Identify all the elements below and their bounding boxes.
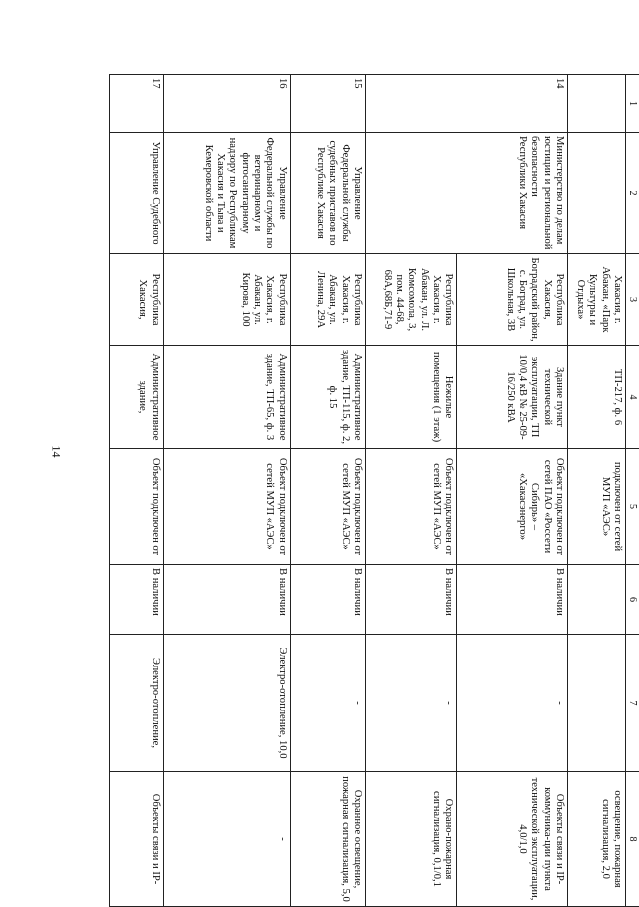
organization-cell: Министерство по делам юстиции и региональной безопасности Республики Хакасия <box>457 133 568 254</box>
table-row <box>567 75 625 907</box>
availability-cell <box>567 565 625 635</box>
header-cell-4: 4 <box>626 346 639 449</box>
heating-cell: Электро-отопление, <box>110 635 164 772</box>
table-row <box>110 75 164 907</box>
address-cell: Республика Хакасия, г. Абакан, ул. Л. Комсомола, 3, пом. 44-68, 68А,68Б,71-9 <box>365 254 456 346</box>
header-cell-7: 7 <box>626 635 639 772</box>
security-cell: Охранное освещение, пожарная сигнализация, 5,0 <box>290 772 365 907</box>
header-cell-5: 5 <box>626 449 639 565</box>
heating-cell: - <box>365 635 456 772</box>
row-number: 15 <box>290 75 365 133</box>
security-cell: освещение, пожарная сигнализация, 2,0 <box>567 772 625 907</box>
availability-cell: В наличии <box>457 565 568 635</box>
address-cell: Республика Хакасия, <box>110 254 164 346</box>
availability-cell: В наличии <box>163 565 290 635</box>
object-cell: Административное здание, ТП-115, ф. 2, ф. 15 <box>290 346 365 449</box>
header-cell-6: 6 <box>626 565 639 635</box>
heating-cell <box>567 635 625 772</box>
security-cell: Объекты связи и IP- <box>110 772 164 907</box>
address-cell: Республика Хакасия, г. Абакан, ул. Кирова, 100 <box>163 254 290 346</box>
row-number <box>365 75 456 133</box>
heating-cell: - <box>290 635 365 772</box>
data-table <box>109 74 639 907</box>
power-supply-cell: подключен от сетей МУП «АЭС» <box>567 449 625 565</box>
organization-cell: Управление Федеральной службы судебных приставов по Республике Хакасия <box>290 133 365 254</box>
availability-cell: В наличии <box>290 565 365 635</box>
table-row <box>290 75 365 907</box>
power-supply-cell: Объект подключен от сетей МУП «АЭС» <box>365 449 456 565</box>
power-supply-cell: Объект подключен от сетей МУП «АЭС» <box>290 449 365 565</box>
object-cell: ТП-217, ф. 6 <box>567 346 625 449</box>
heating-cell: Электро-отопление, 10,0 <box>163 635 290 772</box>
address-cell: Хакасия, г. Абакан, «Парк Культуры и Отдыха» <box>567 254 625 346</box>
object-cell: Здание пункт технической эксплуатации, ТП 10/0,4 кВ № 25-09-16/250 кВА <box>457 346 568 449</box>
availability-cell: В наличии <box>365 565 456 635</box>
header-cell-2: 2 <box>626 133 639 254</box>
organization-cell <box>567 133 625 254</box>
security-cell: Объекты связи и IP-коммуника-ции пункта технической эксплуатации, 4,0/1,0 <box>457 772 568 907</box>
rotated-table-wrapper <box>109 74 639 906</box>
object-cell: Нежилые помещения (1 этаж) <box>365 346 456 449</box>
security-cell: Охрано-пожарная сигнализация, 0,1/0,1 <box>365 772 456 907</box>
header-cell-8: 8 <box>626 772 639 907</box>
power-supply-cell: Объект подключен от сетей ПАО «Россети Сибирь» – «Хакасэнерго» <box>457 449 568 565</box>
power-supply-cell: Объект подключен от сетей МУП «АЭС» <box>163 449 290 565</box>
power-supply-cell: Объект подключен от <box>110 449 164 565</box>
row-number: 14 <box>457 75 568 133</box>
organization-cell <box>365 133 456 254</box>
table-header-row <box>626 75 639 907</box>
availability-cell: В наличии <box>110 565 164 635</box>
object-cell: Административное здание, ТП-65, ф. 3 <box>163 346 290 449</box>
page-number: 14 <box>49 445 64 458</box>
row-number <box>567 75 625 133</box>
table-row <box>365 75 456 907</box>
organization-cell: Управление Судебного <box>110 133 164 254</box>
row-number: 17 <box>110 75 164 133</box>
table-row <box>457 75 568 907</box>
organization-cell: Управление Федеральной службы по ветеринарному и фитосанитарному надзору по Республикам Хакасия и Тыва и Кемеровской области <box>163 133 290 254</box>
object-cell: Административное здание, <box>110 346 164 449</box>
address-cell: Республика Хакасия, г. Абакан, ул. Ленина, 29А <box>290 254 365 346</box>
table-row <box>163 75 290 907</box>
address-cell: Республика Хакасия, Боградский район, с. Боград, ул. Школьная, 3В <box>457 254 568 346</box>
header-cell-3: 3 <box>626 254 639 346</box>
security-cell: - <box>163 772 290 907</box>
heating-cell: - <box>457 635 568 772</box>
header-cell-1: 1 <box>626 75 639 133</box>
row-number: 16 <box>163 75 290 133</box>
